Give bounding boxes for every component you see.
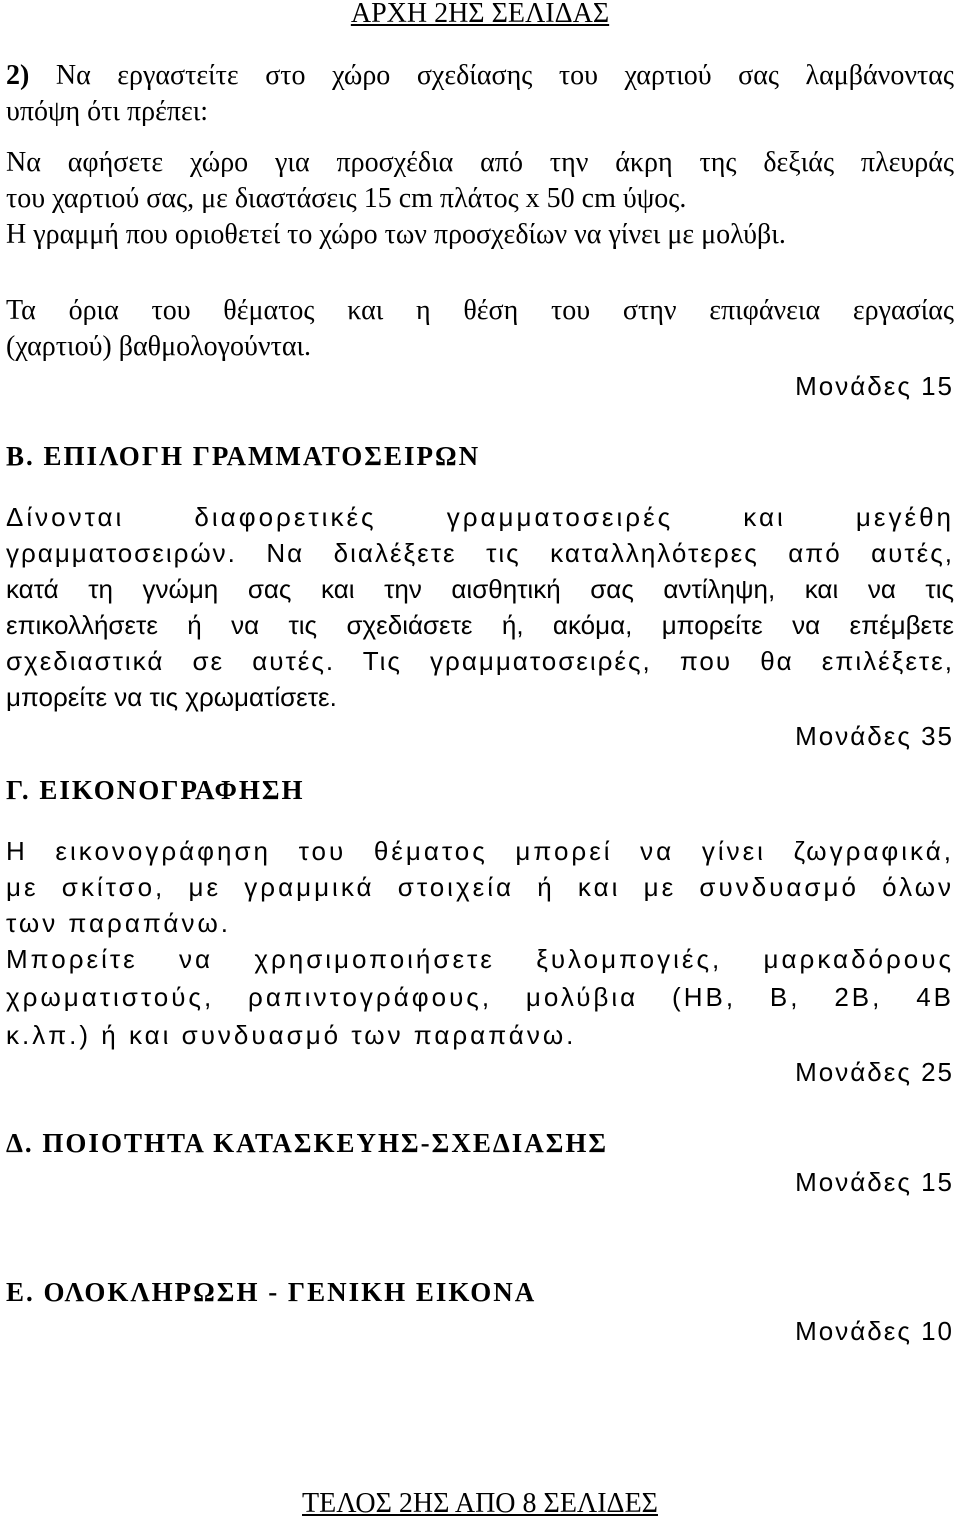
section-c-line-2: με σκίτσο, με γραμμικά στοιχεία ή και με συνδυασμό όλων bbox=[6, 872, 954, 902]
question-2-para1-line-1: Να αφήσετε χώρο για προσχέδια από την άκρη της δεξιάς πλευράς bbox=[6, 147, 954, 178]
section-b-points: Μονάδες 35 bbox=[795, 721, 954, 751]
question-2-points: Μονάδες 15 bbox=[795, 371, 954, 401]
section-b-line-1: Δίνονται διαφορετικές γραμματοσειρές και μεγέθη bbox=[6, 502, 954, 532]
question-2-para1-line-3: Η γραμμή που οριοθετεί το χώρο των προσχεδίων να γίνει με μολύβι. bbox=[6, 219, 786, 250]
page-header: ΑΡΧΗ 2ΗΣ ΣΕΛΙΔΑΣ bbox=[350, 0, 610, 29]
section-c-heading: Γ. ΕΙΚΟΝΟΓΡΑΦΗΣΗ bbox=[6, 775, 305, 805]
section-e-points: Μονάδες 10 bbox=[795, 1316, 954, 1346]
section-c-line-1: Η εικονογράφηση του θέματος μπορεί να γίνει ζωγραφικά, bbox=[6, 836, 954, 866]
page-footer: ΤΕΛΟΣ 2ΗΣ ΑΠΟ 8 ΣΕΛΙΔΕΣ bbox=[302, 1488, 658, 1519]
section-b-line-2: γραμματοσειρών. Να διαλέξετε τις καταλληλότερες από αυτές, bbox=[6, 538, 954, 568]
section-b-heading: Β. ΕΠΙΛΟΓΗ ΓΡΑΜΜΑΤΟΣΕΙΡΩΝ bbox=[6, 441, 481, 471]
section-b-line-5: σχεδιαστικά σε αυτές. Τις γραμματοσειρές, που θα επιλέξετε, bbox=[6, 646, 954, 676]
question-number: 2) bbox=[6, 60, 30, 91]
section-c-points: Μονάδες 25 bbox=[795, 1057, 954, 1087]
question-intro-text: Να εργαστείτε στο χώρο σχεδίασης του χαρτιού σας λαμβάνοντας bbox=[29, 60, 954, 91]
section-c-line-3: των παραπάνω. bbox=[6, 908, 231, 938]
question-2-para1-line-2: του χαρτιού σας, με διαστάσεις 15 cm πλάτος x 50 cm ύψος. bbox=[6, 183, 687, 214]
section-e-heading: Ε. ΟΛΟΚΛΗΡΩΣΗ - ΓΕΝΙΚΗ ΕΙΚΟΝΑ bbox=[6, 1277, 537, 1307]
section-b-line-3: κατά τη γνώμη σας και την αισθητική σας αντίληψη, και να τις bbox=[6, 574, 954, 604]
section-d-heading: Δ. ΠΟΙΟΤΗΤΑ ΚΑΤΑΣΚΕΥΗΣ-ΣΧΕΔΙΑΣΗΣ bbox=[6, 1128, 609, 1158]
section-c-line-5: χρωματιστούς, ραπιντογράφους, μολύβια (ΗΒ, Β, 2Β, 4Β bbox=[6, 982, 954, 1012]
question-2-para2-line-2: (χαρτιού) βαθμολογούνται. bbox=[6, 331, 312, 362]
section-d-points: Μονάδες 15 bbox=[795, 1167, 954, 1197]
question-2-para2-line-1: Τα όρια του θέματος και η θέση του στην επιφάνεια εργασίας bbox=[6, 295, 954, 326]
section-b-line-6: μπορείτε να τις χρωματίσετε. bbox=[6, 682, 337, 712]
question-2-intro-line-1 bbox=[6, 58, 954, 94]
section-b-line-4: επικολλήσετε ή να τις σχεδιάσετε ή, ακόμα, μπορείτε να επέμβετε bbox=[6, 610, 954, 640]
section-c-line-4: Μπορείτε να χρησιμοποιήσετε ξυλομπογιές, μαρκαδόρους bbox=[6, 944, 954, 974]
question-2-intro-line-2: υπόψη ότι πρέπει: bbox=[6, 96, 209, 127]
section-c-line-6: κ.λπ.) ή και συνδυασμό των παραπάνω. bbox=[6, 1020, 577, 1050]
